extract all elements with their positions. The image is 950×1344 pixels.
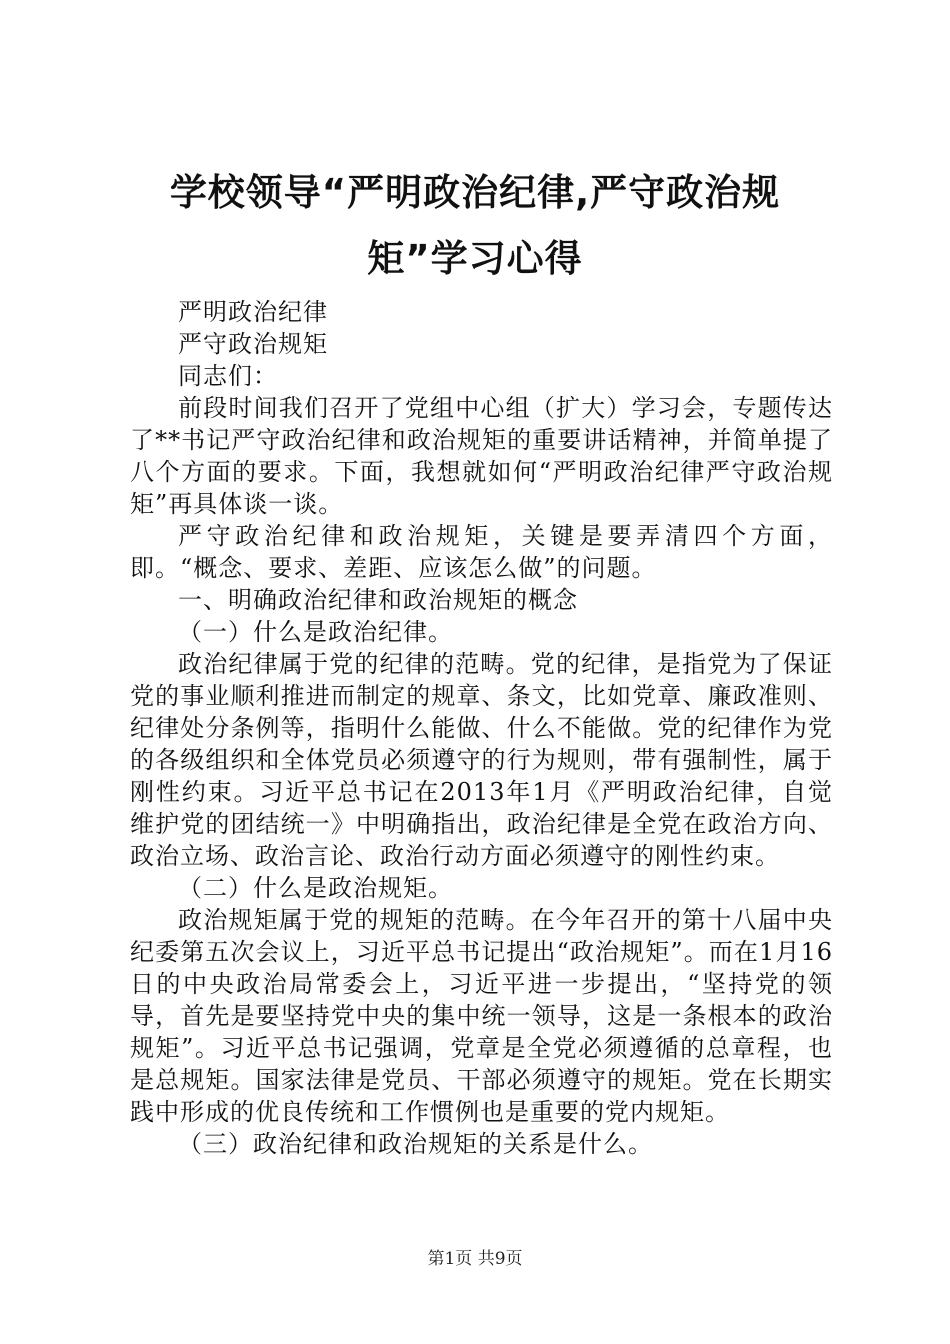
subsection-heading: （一）什么是政治纪律。: [178, 618, 453, 646]
page-footer: 第1页 共9页: [427, 1249, 523, 1269]
paragraph: 前段时间我们召开了党组中心组（扩大）学习会，专题传达了**书记严守政治纪律和政治规矩的重要讲话精神，并简单提了八个方面的要求。下面，我想就如何“严明政治纪律严守政治规矩”再具体谈一谈。: [130, 394, 833, 518]
document-body: [130, 296, 833, 1160]
paragraph: 严明政治纪律: [178, 298, 328, 326]
paragraph: 严守政治纪律和政治规矩，关键是要弄清四个方面，即。“概念、要求、差距、应该怎么做”的问题。: [130, 522, 833, 582]
paragraph: 政治纪律属于党的纪律的范畴。党的纪律，是指党为了保证党的事业顺利推进而制定的规章、条文，比如党章、廉政准则、纪律处分条例等，指明什么能做、什么不能做。党的纪律作为党的各级组织和全体党员必须遵守的行为规则，带有强制性，属于刚性约束。习近平总书记在2013年1月《严明政治纪律，自觉维护党的团结统一》中明确指出，政治纪律是全党在政治方向、政治立场、政治言论、政治行动方面必须遵守的刚性约束。: [130, 650, 833, 870]
subsection-heading: （二）什么是政治规矩。: [178, 874, 453, 902]
paragraph: 同志们：: [178, 362, 278, 390]
subsection-heading: （三）政治纪律和政治规矩的关系是什么。: [178, 1130, 653, 1158]
paragraph: 严守政治规矩: [178, 330, 328, 358]
document-title: 学校领导“严明政治纪律,严守政治规矩”学习心得: [169, 171, 781, 280]
section-heading: 一、明确政治纪律和政治规矩的概念: [178, 586, 578, 614]
paragraph: 政治规矩属于党的规矩的范畴。在今年召开的第十八届中央纪委第五次会议上，习近平总书记提出“政治规矩”。而在1月16日的中央政治局常委会上，习近平进一步提出，“坚持党的领导，首先是要坚持党中央的集中统一领导，这是一条根本的政治规矩”。习近平总书记强调，党章是全党必须遵循的总章程，也是总规矩。国家法律是党员、干部必须遵守的规矩。党在长期实践中形成的优良传统和工作惯例也是重要的党内规矩。: [130, 906, 833, 1126]
